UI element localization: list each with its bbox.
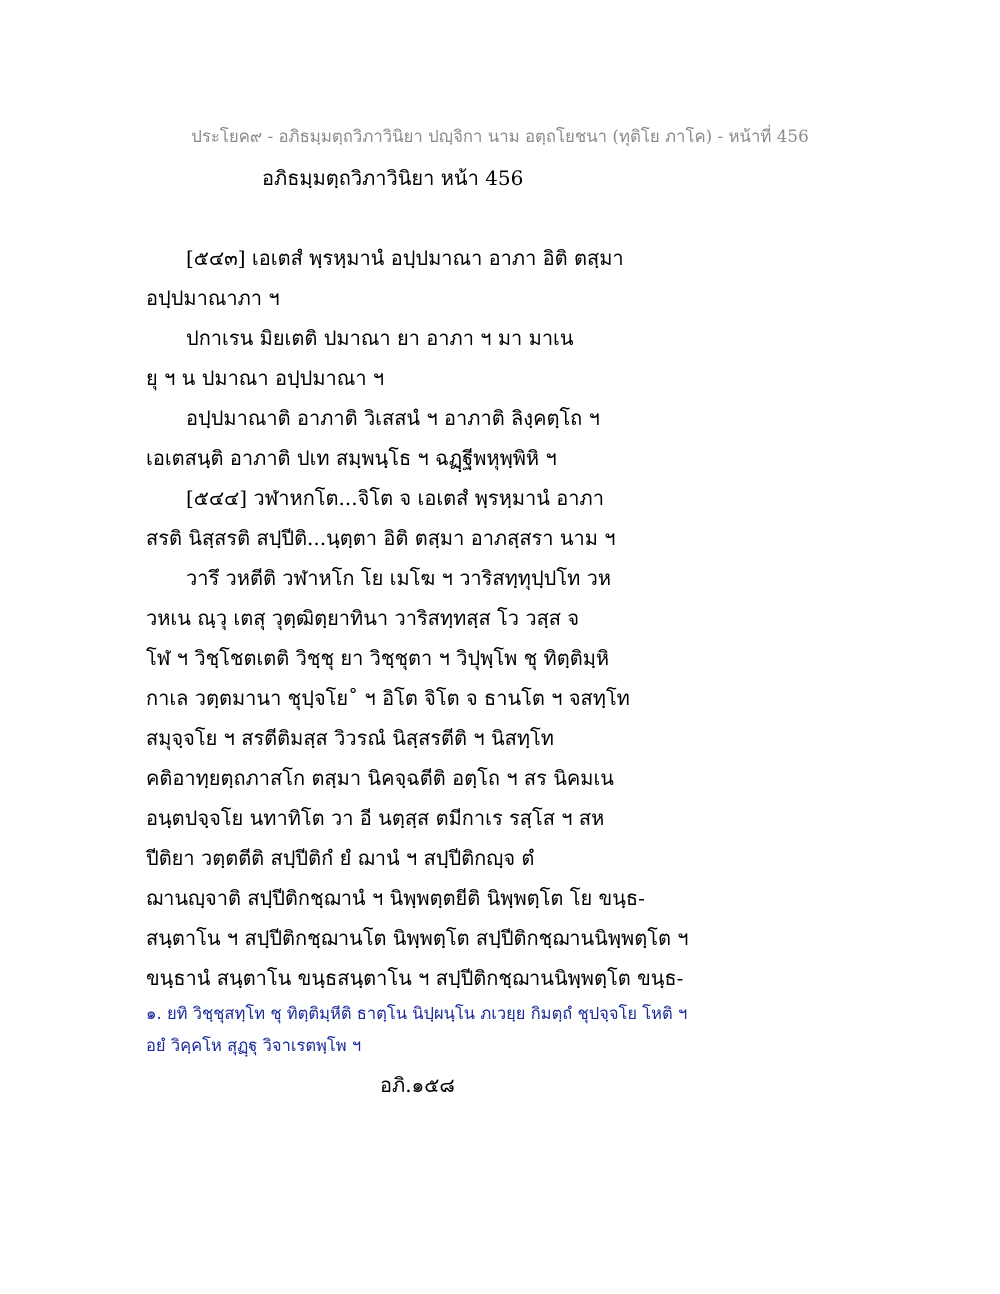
body-line: ปีติยา วตฺตตีติ สปฺปีติกํ ยํ ฌานํ ฯ สปฺปีติกญฺจ ตํ bbox=[146, 846, 535, 870]
page-marker: อภิ.๑๕๘ bbox=[380, 1073, 455, 1097]
body-line: สรติ นิสฺสรติ สปฺปีติ...นฺตฺตา อิติ ตสฺมา อาภสฺสรา นาม ฯ bbox=[146, 526, 616, 550]
running-header: ประโยค๙ - อภิธมฺมตฺถวิภาวินิยา ปญฺจิกา นาม อตฺถโยชนา (ทุติโย ภาโค) - หน้าที่ 456 bbox=[191, 126, 809, 146]
body-line: [๕๔๔] วฬาหกโต...จิโต จ เอเตสํ พฺรหฺมานํ อาภา bbox=[186, 486, 604, 510]
body-line: วารึ วหตีติ วฬาหโก โย เมโฆ ฯ วาริสทฺทุปฺปโท วห bbox=[186, 566, 612, 590]
body-line: สนฺตาโน ฯ สปฺปีติกชฺฌานโต นิพฺพตฺโต สปฺปีติกชฺฌานนิพฺพตฺโต ฯ bbox=[146, 926, 689, 950]
body-line: คติอาทฺยตฺถภาสโก ตสฺมา นิคจฺฉตีติ อตฺโถ ฯ สร นิคมเน bbox=[146, 766, 614, 790]
footnote-line: อยํ วิคฺคโห สุฏฺฐุ วิจาเรตพฺโพ ฯ bbox=[146, 1036, 362, 1055]
body-line: อปฺปมาณาติ อาภาติ วิเสสนํ ฯ อาภาติ ลิงฺคตฺโถ ฯ bbox=[186, 406, 600, 430]
body-line: [๕๔๓] เอเตสํ พฺรหฺมานํ อปฺปมาณา อาภา อิติ ตสฺมา bbox=[186, 246, 624, 270]
footnote-line: ๑. ยทิ วิชฺชุสทฺโท ชุ ทิตฺติมฺหีติ ธาตฺโน นิปฺผนฺโน ภเวยฺย กิมตฺถํ ชุปจฺจโย โหติ ฯ bbox=[146, 1004, 688, 1023]
body-line: ฌานญฺจาติ สปฺปีติกชฺฌานํ ฯ นิพฺพตฺตยีติ นิพฺพตฺโต โย ขนฺธ- bbox=[146, 886, 645, 910]
body-line: อปฺปมาณาภา ฯ bbox=[146, 286, 280, 310]
body-line: เอเตสนฺติ อาภาติ ปเท สมฺพนฺโธ ฯ ฉฏฺฐีพหุพฺพิหิ ฯ bbox=[146, 446, 557, 470]
body-line: ขนฺธานํ สนฺตาโน ขนฺธสนฺตาโน ฯ สปฺปีติกชฺฌานนิพฺพตฺโต ขนฺธ- bbox=[146, 966, 684, 990]
body-line: อนฺตปจฺจโย นทาทิโต วา อี นตฺสฺส ตมีกาเร รสฺโส ฯ สห bbox=[146, 806, 605, 830]
body-line: ปกาเรน มิยเตติ ปมาณา ยา อาภา ฯ มา มาเน bbox=[186, 326, 574, 350]
body-line: ยุ ฯ น ปมาณา อปฺปมาณา ฯ bbox=[146, 366, 385, 390]
body-line: โฬ ฯ วิชฺโชตเตติ วิชฺชุ ยา วิชฺชุตา ฯ วิปุพฺโพ ชุ ทิตฺติมฺหิ bbox=[146, 646, 610, 670]
body-line: วหเน ณฺวุ เตสุ วุตฺฒิตฺยาทินา วาริสทฺทสฺส โว วสฺส จ bbox=[146, 606, 580, 630]
body-line: สมุจฺจโย ฯ สรตีติมสฺส วิวรณํ นิสฺสรตีติ ฯ นิสทฺโท bbox=[146, 726, 554, 750]
page-title: อภิธมฺมตฺถวิภาวินิยา หน้า 456 bbox=[262, 166, 524, 190]
body-line: กาเล วตฺตมานา ชุปฺจโย˚ ฯ อิโต จิโต จ ธานโต ฯ จสทฺโท bbox=[146, 686, 630, 710]
